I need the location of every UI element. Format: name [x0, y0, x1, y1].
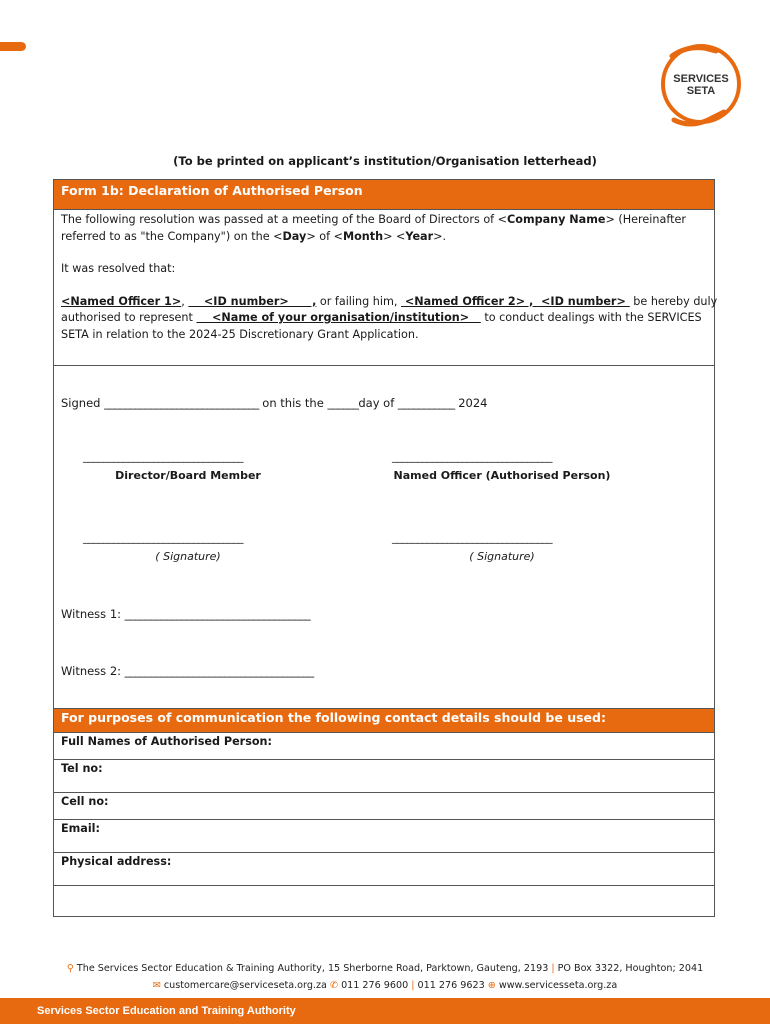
resolved-text: It was resolved that: [61, 262, 176, 275]
officer-signature-line-2: ________________________________ [392, 531, 552, 544]
envelope-icon: ✉ [152, 980, 161, 991]
form-title: Form 1b: Declaration of Authorised Person [54, 180, 714, 210]
footer-contacts: ✉ customercare@serviceseta.org.za ✆ 011 276 9600 | 011 276 9623 ⊕ www.servicesseta.org.za [152, 980, 618, 991]
svg-text:SETA: SETA [686, 85, 716, 97]
tel-field: Tel no: [54, 760, 714, 793]
company-name-placeholder: Company Name [507, 213, 606, 226]
witness-2: Witness 2: ____________________________________ [61, 664, 314, 678]
footer-email[interactable]: customercare@serviceseta.org.za [163, 980, 327, 991]
services-seta-logo [656, 42, 746, 128]
organisation-name: <Name of your organisation/institution> [196, 311, 481, 324]
email-field: Email: [54, 820, 714, 853]
director-signature-line: ________________________________ [83, 450, 243, 463]
officer-signature-line: ________________________________ [392, 450, 552, 463]
declaration-form [53, 179, 718, 917]
phone-icon: ✆ [329, 980, 338, 991]
letterhead-note: (To be printed on applicant’s institution/Organisation letterhead) [173, 154, 597, 168]
globe-icon: ⊕ [487, 980, 496, 991]
resolution-text: The following resolution was passed at a meeting of the Board of Directors of <Company Name> (Hereinafter referred to as "the Company") on the <Day> of <Month> <Year>. It was resolved that: <Named Officer 1>, <ID number> , or failing him, <Named Officer 2> , <ID number> be hereby duly authorised to represent <Name of your organisation/institution> to conduct dealings with the SERVICES SETA in relation to the 2024-25 Discretionary Grant Application. [54, 210, 714, 366]
named-officer-1: <Named Officer 1> [61, 294, 182, 308]
signed-line: Signed ______________________________ on this the ______day of ___________ 2024 [61, 396, 488, 410]
named-officer-2: <Named Officer 2> , [400, 294, 538, 308]
officer-signature-label: ( Signature) [469, 550, 535, 563]
witness-1: Witness 1: ____________________________________ [61, 607, 311, 621]
footer-address: ⚲ The Services Sector Education & Training Authority, 15 Sherborne Road, Parktown, Gauteng, 2193 | PO Box 3322, Houghton; 2041 [66, 963, 704, 974]
id-number-2: <ID number> [537, 294, 630, 308]
top-accent-stripe [0, 42, 26, 51]
footer-banner: Services Sector Education and Training Authority [0, 998, 770, 1024]
contact-header: For purposes of communication the following contact details should be used: [54, 708, 714, 733]
full-names-field: Full Names of Authorised Person: [54, 733, 714, 760]
director-signature-label: ( Signature) [155, 550, 221, 563]
cell-field: Cell no: [54, 793, 714, 820]
footer-website[interactable]: www.servicesseta.org.za [498, 980, 618, 991]
director-signature-line-2: ________________________________ [83, 531, 243, 544]
officer-label: Named Officer (Authorised Person) [393, 469, 611, 482]
id-number-1: <ID number> , [188, 294, 317, 308]
director-label: Director/Board Member [115, 469, 261, 482]
location-pin-icon: ⚲ [66, 963, 74, 974]
svg-text:SERVICES: SERVICES [673, 73, 729, 85]
physical-address-field: Physical address: [54, 853, 714, 886]
